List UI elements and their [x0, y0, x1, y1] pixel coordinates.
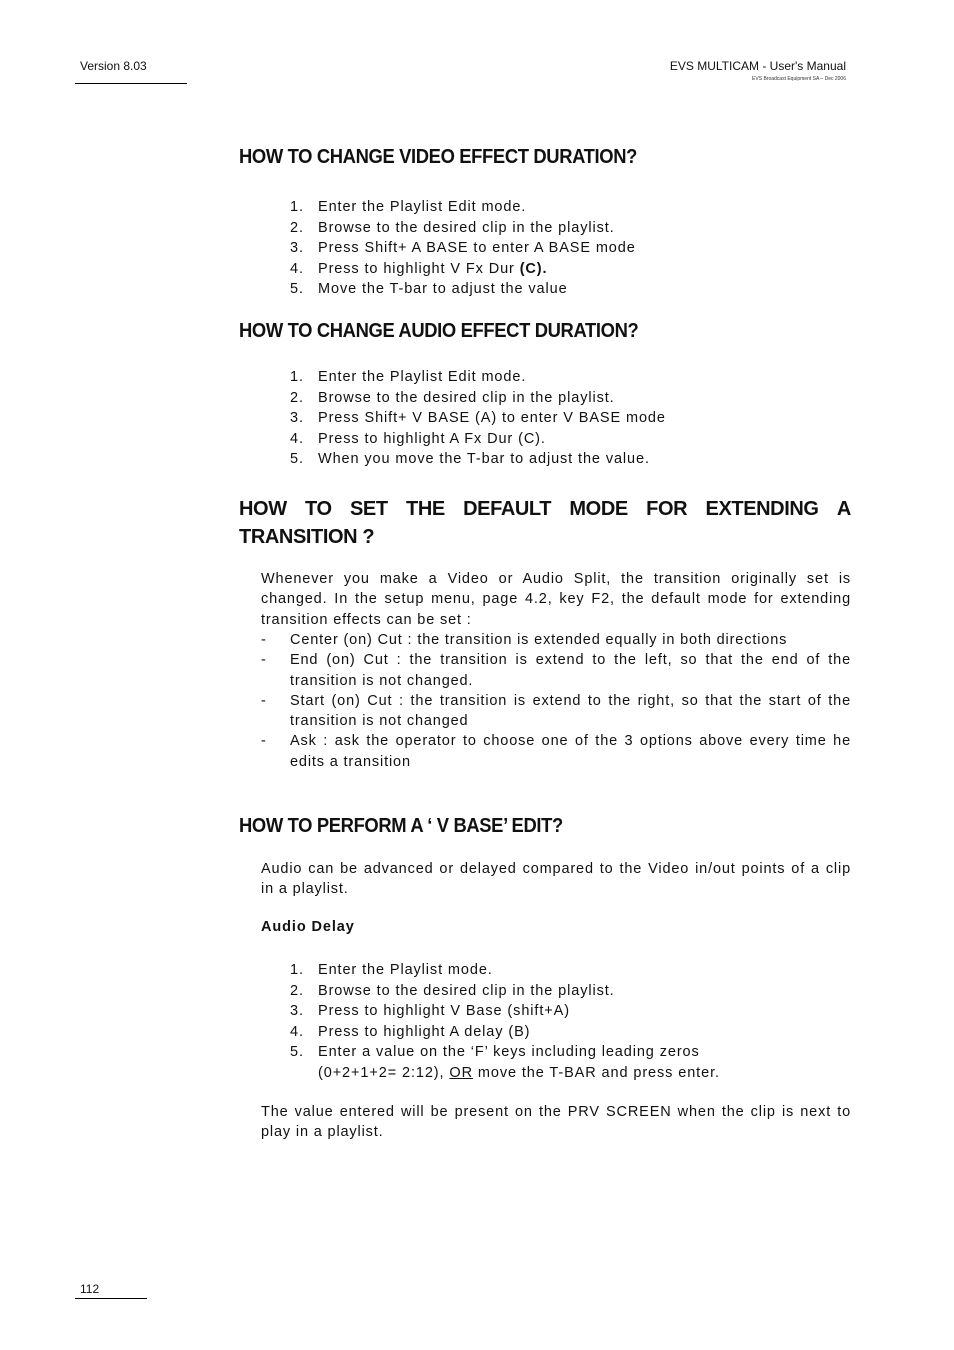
transition-intro: Whenever you make a Video or Audio Split, the transition originally set is changed. In the setup menu, page 4.2, key F2, the default mode for extending transition effects can be set :: [261, 571, 851, 628]
vbase-closing: The value entered will be present on the PRV SCREEN when the clip is next to play in a playlist.: [261, 1104, 851, 1141]
vbase-intro: Audio can be advanced or delayed compared to the Video in/out points of a clip in a playlist.: [261, 861, 851, 898]
version-label: Version 8.03: [80, 59, 147, 73]
list-item: - End (on) Cut : the transition is extend to the left, so that the end of the transition is not changed.: [261, 652, 851, 689]
bold-key: (C).: [519, 260, 548, 277]
heading-video-effect-duration: HOW TO CHANGE VIDEO EFFECT DURATION?: [239, 146, 638, 168]
list-item: - Center (on) Cut : the transition is extended equally in both directions: [261, 632, 788, 648]
audio-delay-steps: [290, 960, 720, 1083]
footer-rule: [75, 1298, 147, 1299]
page-number: 112: [80, 1282, 100, 1296]
list-item: 3. Press to highlight V Base (shift+A): [290, 1003, 570, 1019]
list-item: 3. Press Shift+ A BASE to enter A BASE mode: [290, 240, 636, 256]
list-item: 5. When you move the T-bar to adjust the value.: [290, 451, 650, 467]
list-item: 3. Press Shift+ V BASE (A) to enter V BASE mode: [290, 410, 666, 426]
heading-vbase-edit: HOW TO PERFORM A ‘ V BASE’ EDIT?: [239, 815, 563, 837]
header-rule-left: [75, 83, 187, 84]
list-item: 4. Press to highlight A delay (B): [290, 1023, 531, 1040]
or-underlined: OR: [449, 1064, 473, 1081]
list-item: 2. Browse to the desired clip in the playlist.: [290, 982, 615, 999]
list-item: 5. Move the T-bar to adjust the value: [290, 281, 568, 297]
list-item: 5. Enter a value on the ‘F’ keys including leading zeros (0+2+1+2= 2:12), OR move the T-BAR and press enter.: [290, 1044, 720, 1081]
manual-subtitle: EVS Broadcast Equipment SA – Dec 2006: [752, 76, 846, 82]
list-item: 2. Browse to the desired clip in the playlist.: [290, 219, 615, 236]
list-item: 1. Enter the Playlist Edit mode.: [290, 369, 527, 385]
heading-line-1: HOW TO SET THE DEFAULT MODE FOR EXTENDING A: [239, 498, 851, 520]
video-fx-steps: [290, 197, 636, 300]
manual-title: EVS MULTICAM - User's Manual: [669, 59, 846, 73]
heading-audio-effect-duration: HOW TO CHANGE AUDIO EFFECT DURATION?: [239, 320, 639, 342]
list-item: - Start (on) Cut : the transition is extend to the right, so that the start of the transition is not changed: [261, 692, 851, 730]
transition-options: [261, 630, 851, 772]
list-item: 4. Press to highlight V Fx Dur (C).: [290, 260, 548, 277]
heading-default-transition-mode: [239, 495, 851, 551]
list-item: - Ask : ask the operator to choose one of the 3 options above every time he edits a transition: [261, 733, 851, 770]
heading-line-2: TRANSITION ?: [239, 526, 375, 548]
audio-delay-subheading: Audio Delay: [261, 919, 355, 935]
audio-fx-steps: [290, 367, 666, 470]
list-item: 1. Enter the Playlist mode.: [290, 962, 493, 978]
list-item: 1. Enter the Playlist Edit mode.: [290, 199, 527, 215]
list-item: 2. Browse to the desired clip in the playlist.: [290, 389, 615, 406]
list-item: 4. Press to highlight A Fx Dur (C).: [290, 430, 546, 447]
